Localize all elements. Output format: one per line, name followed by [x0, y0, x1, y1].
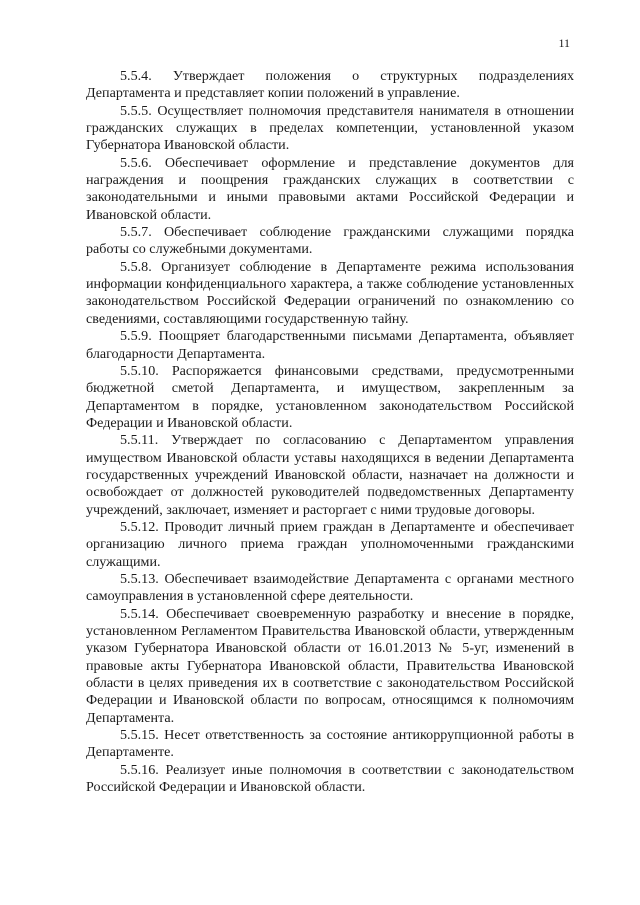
paragraph-5-5-8: 5.5.8. Организует соблюдение в Департаменте режима использования информации конфиденциального характера, а также соблюдение установленных законодательством Российской Федерации ограничений по ознакомлению со сведениями, составляющими государственную тайну.: [86, 258, 574, 327]
document-body: [86, 68, 574, 796]
paragraph-5-5-9: 5.5.9. Поощряет благодарственными письмами Департамента, объявляет благодарности Департамента.: [86, 328, 574, 362]
paragraph-5-5-15: 5.5.15. Несет ответственность за состояние антикоррупционной работы в Департаменте.: [86, 727, 574, 761]
paragraph-5-5-12: 5.5.12. Проводит личный прием граждан в Департаменте и обеспечивает организацию личного приема граждан уполномоченными гражданскими служащими.: [86, 518, 574, 570]
paragraph-5-5-10: 5.5.10. Распоряжается финансовыми средствами, предусмотренными бюджетной сметой Департамента, и имуществом, закрепленным за Департаментом в порядке, установленном законодательством Российской Федерации и Ивановской области.: [86, 362, 574, 431]
paragraph-5-5-4: 5.5.4. Утверждает положения о структурных подразделениях Департамента и представляет копии положений в управление.: [86, 68, 574, 102]
paragraph-5-5-5: 5.5.5. Осуществляет полномочия представителя нанимателя в отношении гражданских служащих в пределах компетенции, установленной указом Губернатора Ивановской области.: [86, 102, 574, 154]
page-number: 11: [558, 36, 570, 50]
paragraph-5-5-6: 5.5.6. Обеспечивает оформление и представление документов для награждения и поощрения гражданских служащих в соответствии с законодательными и иными правовыми актами Российской Федерации и Ивановской области.: [86, 154, 574, 223]
paragraph-5-5-16: 5.5.16. Реализует иные полномочия в соответствии с законодательством Российской Федерации и Ивановской области.: [86, 761, 574, 796]
paragraph-5-5-11: 5.5.11. Утверждает по согласованию с Департаментом управления имуществом Ивановской области уставы находящихся в ведении Департамента государственных учреждений Ивановской области, назначает на должности и освобождает от должностей руководителей подведомственных Департаменту учреждений, заключает, изменяет и расторгает с ними трудовые договоры.: [86, 432, 574, 518]
paragraph-5-5-14: 5.5.14. Обеспечивает своевременную разработку и внесение в порядке, установленном Регламентом Правительства Ивановской области, утвержденным указом Губернатора Ивановской области от 16.01.2013 № 5-уг, изменений в правовые акты Губернатора Ивановской области, Правительства Ивановской области в целях приведения их в соответствие с законодательством Российской Федерации и Ивановской области по вопросам, относящимся к полномочиям Департамента.: [86, 605, 574, 726]
paragraph-5-5-13: 5.5.13. Обеспечивает взаимодействие Департамента с органами местного самоуправления в установленной сфере деятельности.: [86, 570, 574, 605]
paragraph-5-5-7: 5.5.7. Обеспечивает соблюдение гражданскими служащими порядка работы со служебными документами.: [86, 224, 574, 258]
